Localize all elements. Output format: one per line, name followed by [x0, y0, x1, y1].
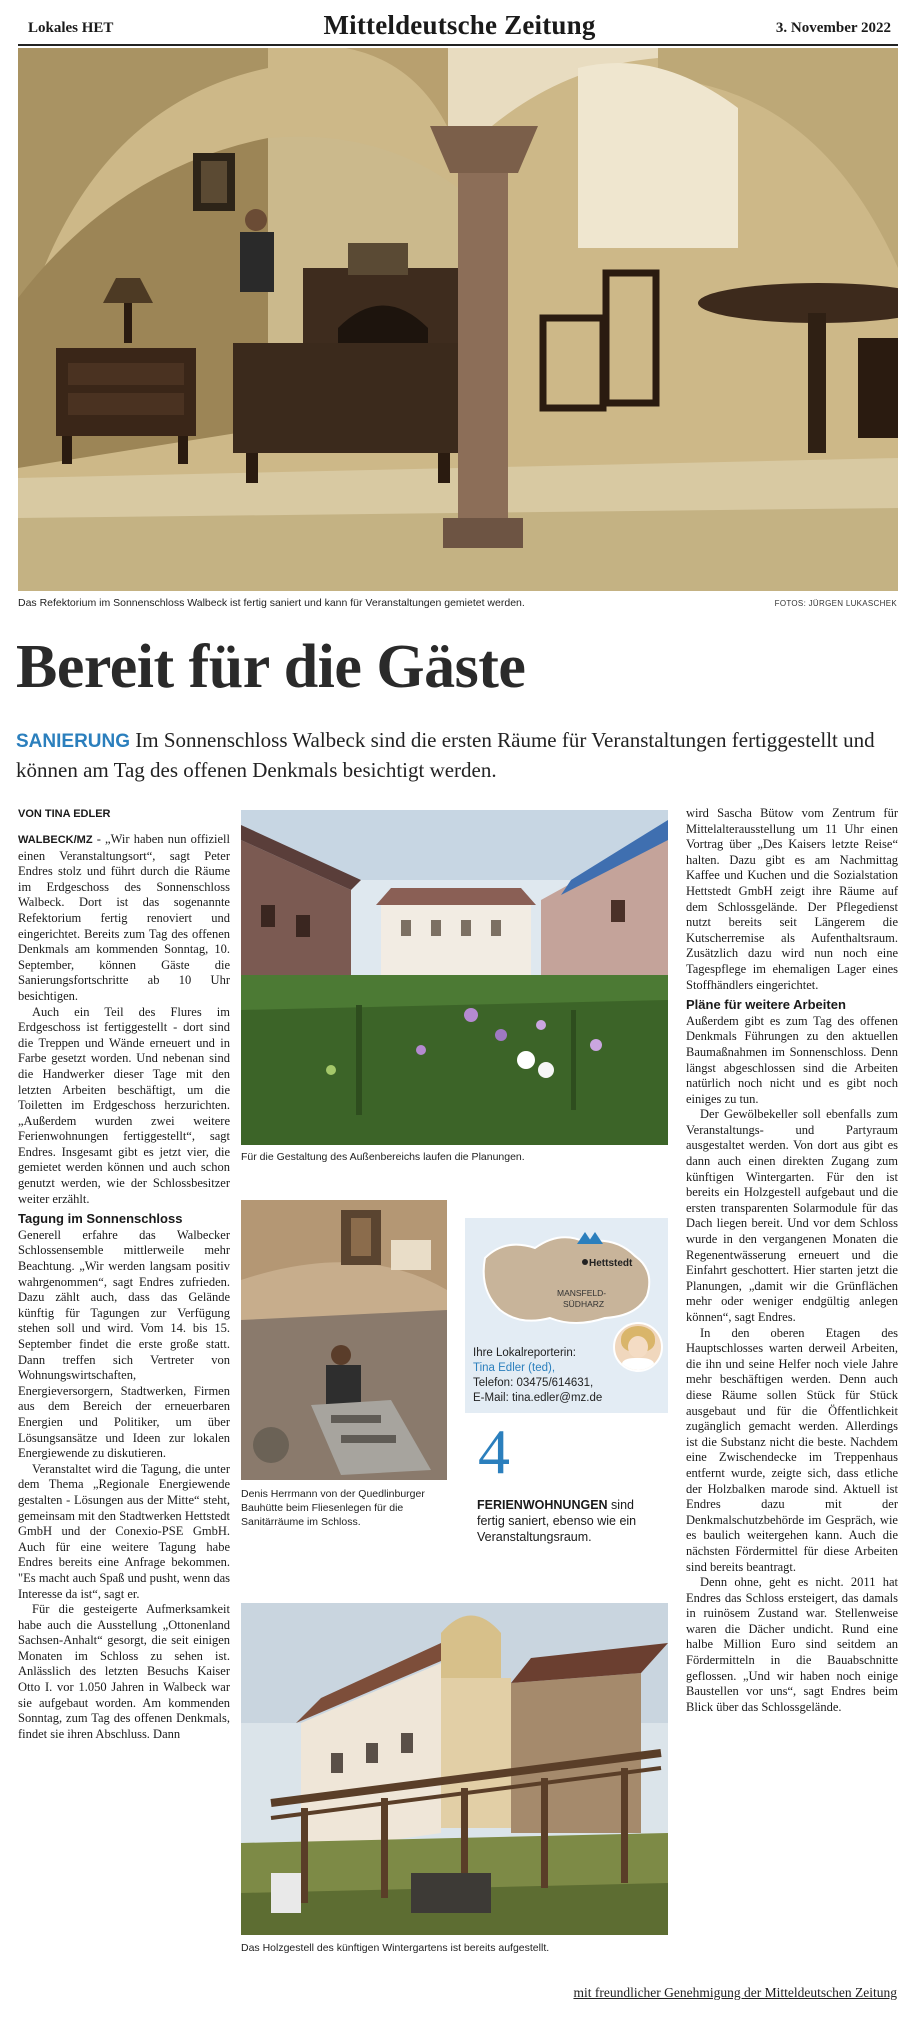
subheading: Tagung im Sonnenschloss: [18, 1211, 183, 1227]
subheading: Pläne für weitere Arbeiten: [686, 997, 846, 1013]
deck-text: Im Sonnenschloss Walbeck sind die ersten Räume für Veranstaltungen fertiggestellt und können am Tag des offenen Denkmals besichtigt werden.: [16, 728, 875, 782]
reporter-phone: Telefon: 03475/614631,: [473, 1377, 594, 1389]
article-deck: [16, 726, 896, 784]
paragraph: Denn ohne, geht es nicht. 2011 hat Endres das Schloss ersteigert, das damals in ruinösem Zustand war. Stellenweise waren die Dächer undicht. Rund eine halbe Million Euro sind seitdem an Fördermitteln in die Bauabschnitte geflossen. „Und wir haben noch einige Baustellen vor uns“, sagt Endres beim Blick über das Schlossgelände.: [686, 1575, 898, 1714]
stat-text: [477, 1497, 665, 1545]
masthead-rule: [18, 44, 898, 46]
section-label: Lokales HET: [28, 20, 114, 36]
paragraph: Generell erfahre das Walbecker Schlossensemble mittlerweile mehr Beachtung. „Wir werden langsam positiv wahrgenommen“, sagt Endres zufrieden. Dazu zählt auch, dass das Gelände künftig für Tagungen zur Verfügung stehen soll und wird. Vom 14. bis 15. September findet die erste große statt. Dann treffen sich Vertreter von Wohnungswirtschaften, Energieversorgern, Stadtwerken, Firmen aus dem Bereich der erneuerbaren Energien und Politiker, um über Lösungsansätze und Ideen zur lokalen Energiewende zu diskutieren.: [18, 1227, 230, 1461]
castle-photo: [241, 1603, 668, 1935]
worker-caption: Denis Herrmann von der Quedlinburger Bauhütte beim Fliesenlegen für die Sanitärräume im Schloss.: [241, 1488, 425, 1528]
stat-label-bold: FERIENWOHNUNGEN: [477, 1498, 608, 1512]
paragraph: Veranstaltet wird die Tagung, die unter dem Thema „Regionale Energiewende gestalten - Lösungen aus der Mitte“ steht, gemeinsam mit den Stadtwerken Hettstedt GmbH und der Conexio-PSE GmbH. Auch für eine weitere Tagung habe Endres bereits eine Anfrage bekommen. "Es macht auch Spaß und pusht, wenn das Interesse da ist“, sagt er.: [18, 1461, 230, 1601]
map-region-label-2: SÜDHARZ: [563, 1299, 605, 1309]
paragraph-text: - „Wir haben nun offiziell einen Veranstaltungsort“, sagt Peter Endres stolz und führt durch die Räume im Erdgeschoss des Sonnenschloss Walbeck. Dort ist das sogenannte Refektorium fertig renoviert und eingerichtet. Bereits zum Tag des offenen Denkmals am kommenden Sonntag, 10. September, können Gäste die Sanierungsfortschritte ab 10 Uhr besichtigen.: [18, 832, 230, 1003]
reporter-name: Tina Edler (ted),: [473, 1362, 556, 1374]
reporter-label: Ihre Lokalreporterin:: [473, 1347, 576, 1359]
garden-photo: [241, 810, 668, 1145]
paragraph: Der Gewölbekeller soll ebenfalls zum Veranstaltungs- und Partyraum ausgestaltet werden. Von dort aus gibt es dann auch einen direkten Zugang zum künftigen Wintergarten. Für den ist bereits ein Holzgestell aufgebaut und die ersten transparenten Solarmodule für das Dach liegen bereit. Und vor dem Schloss wurde in den vergangenen Monaten die Regenentwässerung erneuert und die Einfahrt geschottert. Hier starten jetzt die Planungen, „damit wir die Grünflächen mehr oder weniger endgültig anlegen können“, sagt Endres.: [686, 1107, 898, 1324]
photo-credit: FOTOS: JÜRGEN LUKASCHEK: [774, 599, 897, 608]
paragraph: Auch ein Teil des Flures im Erdgeschoss ist fertiggestellt - dort sind die Treppen und Wände erneuert und in Farbe gesetzt worden. Und nebenan sind die Handwerker dieser Tage mit den letzten Arbeiten beschäftigt, um die Toiletten im Erdgeschoss herzurichten. „Außerdem wurden zwei weitere Ferienwohnungen fertiggestellt“, sagt Endres. Insgesamt gibt es jetzt vier, die gemietet werden können und auch schon genutzt werden, wie der Schlossbesitzer weiter erzählt.: [18, 1004, 230, 1206]
map-city-label: Hettstedt: [589, 1258, 633, 1269]
article-headline: Bereit für die Gäste: [16, 633, 526, 701]
reporter-email[interactable]: E-Mail: tina.edler@mz.de: [473, 1392, 603, 1404]
dateline: WALBECK/MZ: [18, 834, 93, 846]
paragraph: [18, 832, 230, 1005]
paragraph: Für die gesteigerte Aufmerksamkeit habe auch die Ausstellung „Ottonenland Sachsen-Anhalt“ gesorgt, die seit einigen Monaten im Schloss zu sehen ist. Anlässlich des letzten Besuchs Kaiser Otto I. vor 1.050 Jahren in Walbeck war sie aufgebaut worden. Am kommenden Sonntag, zum Tag des offenen Denkmals, findet sie ihren Abschluss. Dann: [18, 1602, 230, 1741]
castle-caption: Das Holzgestell des künftigen Wintergartens ist bereits aufgestellt.: [241, 1942, 550, 1954]
worker-photo: [241, 1200, 447, 1480]
reporter-contact: [473, 1346, 663, 1406]
byline: VON TINA EDLER: [18, 808, 111, 820]
deck-kicker: SANIERUNG: [16, 731, 131, 752]
permission-footer: mit freundlicher Genehmigung der Mitteldeutschen Zeitung: [573, 1985, 897, 2000]
article-column-3: [686, 806, 898, 1715]
garden-caption: Für die Gestaltung des Außenbereichs laufen die Planungen.: [241, 1151, 525, 1163]
article-column-1: [18, 832, 230, 1742]
map-region-label-1: MANSFELD-: [557, 1288, 607, 1298]
stat-number: 4: [478, 1416, 510, 1487]
reporter-infobox: [465, 1218, 668, 1413]
refectory-photo: [18, 48, 898, 591]
newspaper-name: Mitteldeutsche Zeitung: [323, 10, 596, 40]
region-map: [465, 1218, 668, 1338]
issue-date: 3. November 2022: [775, 20, 891, 36]
refectory-caption: Das Refektorium im Sonnenschloss Walbeck ist fertig saniert und kann für Veranstaltungen gemietet werden.: [18, 597, 525, 609]
stat-label-rest: sind fertig saniert, ebenso wie ein Veranstaltungsraum.: [477, 1498, 637, 1544]
paragraph: wird Sascha Bütow vom Zentrum für Mittelalterausstellung um 11 Uhr einen Vortrag über „Des Kaisers letzte Reise“ halten. Dazu gibt es am Nachmittag Kaffee und Kuchen und die Sozialstation Hettstedt GmbH zeigt ihre Räume auf dem Schlossgelände. Der Pflegedienst nutzt bereits seit Längerem die Kutscherremise als Aufenthaltsraum. Zusätzlich dazu wird nun noch eine Tagespflege im ehemaligen Lager eines Stoffhändlers eingerichtet.: [686, 806, 898, 992]
paragraph: Außerdem gibt es zum Tag des offenen Denkmals Führungen zu den aktuellen Baumaßnahmen im Sonnenschloss. Denn längst abgeschlossen sind die Arbeiten natürlich noch nicht und es gibt noch einiges zu tun.: [686, 1013, 898, 1106]
paragraph: In den oberen Etagen des Hauptschlosses warten derweil Arbeiten, die ihn und seine Helfer noch viele Jahre mehr beschäftigen werden. Denn auch diese Räume sollen Stück für Stück ausgebaut und für die Öffentlichkeit zugänglich gemacht werden. Allerdings ist die Substanz nicht die beste. Nachdem eine Zwischendecke im Treppenhaus entfernt wurde, zeigte sich, dass etliche der Holzbalken marode sind. Aktuell ist Endres dazu mit der Denkmalschutzbehörde im Gespräch, wie es baulich weitergehen kann. Auch die nächsten Fördermittel für diese Arbeiten sind bereits beantragt.: [686, 1325, 898, 1574]
